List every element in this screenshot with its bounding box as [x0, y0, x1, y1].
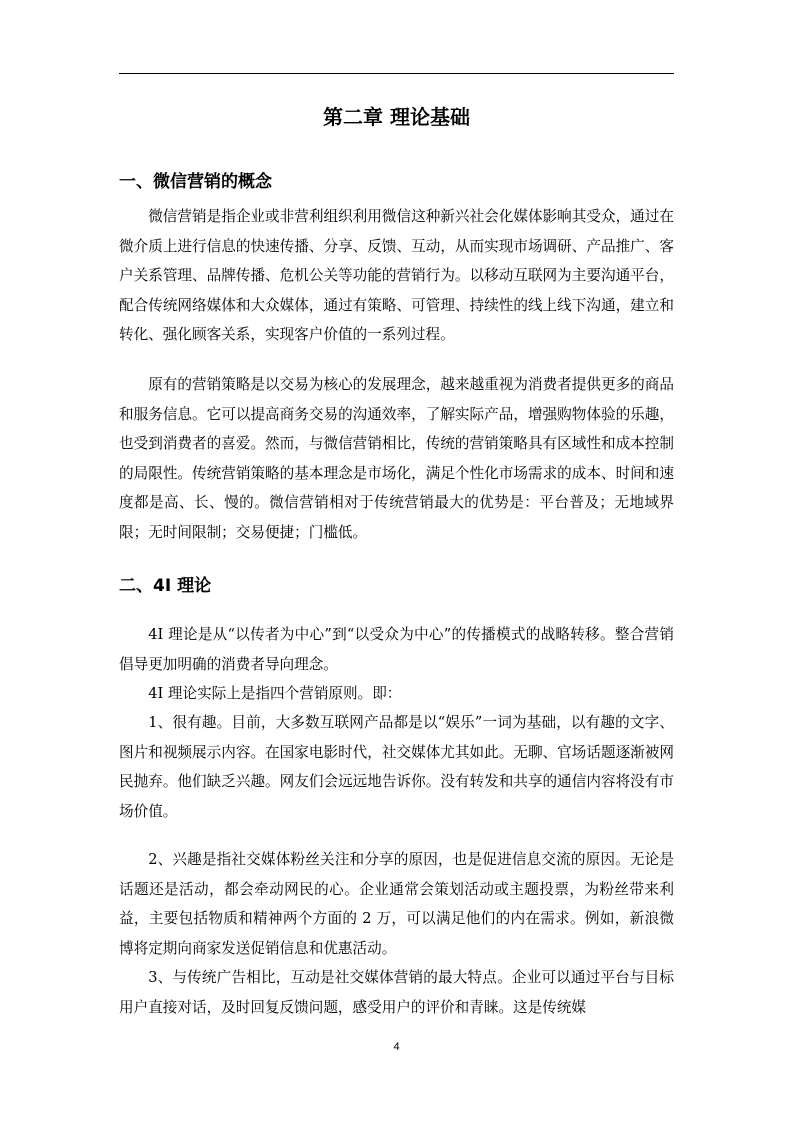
paragraph: 4I 理论实际上是指四个营销原则。即： [148, 685, 402, 702]
paragraph: 4I 理论是从“以传者为中心”到“以受众为中心”的传播模式的战略转移。整合营销倡导更加明确的消费者导向理念。 [119, 626, 674, 673]
paragraph: 微信营销是指企业或非营利组织利用微信这种新兴社会化媒体影响其受众，通过在微介质上进行信息的快速传播、分享、反馈、互动，从而实现市场调研、产品推广、客户关系管理、品牌传播、危机公关等功能的营销行为。以移动互联网为主要沟通平台，配合传统网络媒体和大众媒体，通过有策略、可管理、持续性的线上线下沟通，建立和转化、强化顾客关系，实现客户价值的一系列过程。 [119, 208, 674, 343]
paragraph: 1、很有趣。目前，大多数互联网产品都是以“娱乐”一词为基础，以有趣的文字、图片和视频展示内容。在国家电影时代，社交媒体尤其如此。无聊、官场话题逐渐被网民抛弃。他们缺乏兴趣。网友们会远远地告诉你。没有转发和共享的通信内容将没有市场价值。 [119, 714, 674, 820]
paragraph: 原有的营销策略是以交易为核心的发展理念，越来越重视为消费者提供更多的商品和服务信息。它可以提高商务交易的沟通效率，了解实际产品，增强购物体验的乐趣，也受到消费者的喜爱。然而，与微信营销相比，传统的营销策略具有区域性和成本控制的局限性。传统营销策略的基本理念是市场化，满足个性化市场需求的成本、时间和速度都是高、长、慢的。微信营销相对于传统营销最大的优势是：平台普及；无地域界限；无时间限制；交易便捷；门槛低。 [119, 376, 674, 541]
header-rule [119, 73, 674, 74]
paragraph: 3、与传统广告相比，互动是社交媒体营销的最大特点。企业可以通过平台与目标用户直接对话，及时回复反馈问题，感受用户的评价和青睐。这是传统媒 [119, 969, 674, 1016]
section-heading-4i-theory: 二、4I 理论 [119, 576, 212, 596]
page-number: 4 [393, 1041, 400, 1053]
paragraph: 2、兴趣是指社交媒体粉丝关注和分享的原因，也是促进信息交流的原因。无论是话题还是活动，都会牵动网民的心。企业通常会策划活动或主题投票，为粉丝带来利益，主要包括物质和精神两个方面的 2 万，可以满足他们的内在需求。例如，新浪微博将定期向商家发送促销信息和优惠活动。 [119, 851, 674, 957]
chapter-title: 第二章 理论基础 [323, 105, 470, 129]
section-heading-wechat-marketing: 一、微信营销的概念 [119, 172, 272, 192]
